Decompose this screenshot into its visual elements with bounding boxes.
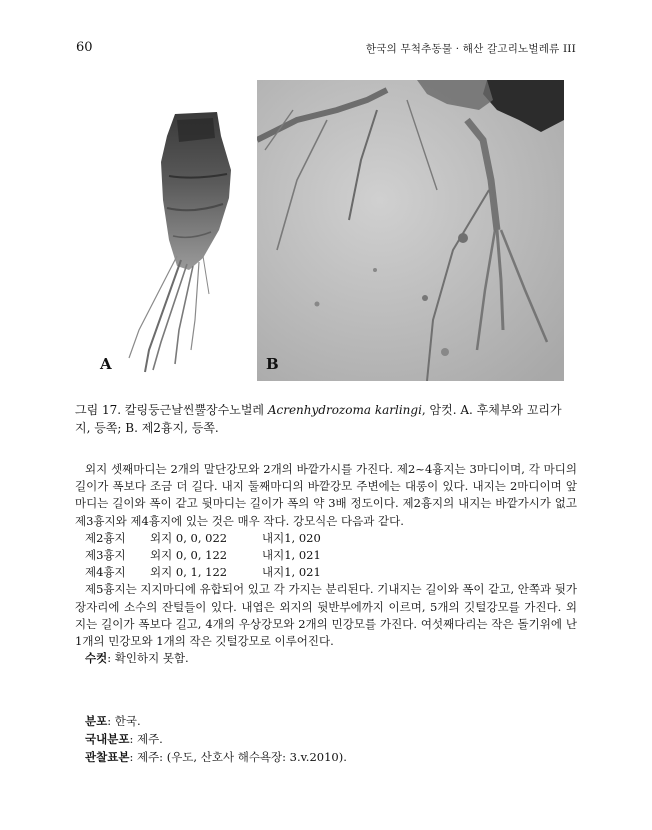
caption-suffix: , 암컷. A. 후체부와 꼬리가지, 등쪽; B. 제2흉지, 등쪽.: [75, 403, 562, 435]
caption-scientific-name: Acrenhydrozoma karlingi: [267, 403, 422, 417]
formula-endopod: 내지1, 021: [262, 548, 321, 563]
male-note: [75, 650, 577, 667]
domestic-text: : 제주.: [129, 732, 163, 746]
domestic-line: [85, 730, 565, 748]
page-header: [76, 40, 576, 58]
male-text: : 확인하지 못함.: [107, 651, 189, 666]
formula-leg: 제3흉지: [85, 548, 126, 563]
specimen-label: 관찰표본: [85, 750, 130, 764]
distribution-section: [85, 712, 565, 766]
thoracopod-micrograph: [257, 80, 564, 381]
panel-a-label: A: [100, 355, 112, 373]
caption-prefix: 그림 17. 칼링둥근날씬뿔장수노벌레: [75, 403, 268, 417]
figure-panel-a: [91, 80, 254, 381]
range-text: : 한국.: [107, 714, 141, 728]
domestic-label: 국내분포: [85, 732, 130, 746]
figure-panel-b: [257, 80, 564, 381]
setal-formula-row: [75, 547, 577, 564]
setal-formula-row: [75, 564, 577, 581]
specimen-text: : 제주: (우도, 산호사 해수욕장: 3.v.2010).: [129, 750, 347, 764]
range-label: 분포: [85, 714, 108, 728]
specimen-line: [85, 748, 565, 766]
range-line: [85, 712, 565, 730]
formula-exopod: 외지 0, 1, 122: [150, 565, 228, 580]
paragraph-1: 외지 셋째마디는 2개의 말단강모와 2개의 바깥가시를 가진다. 제2~4흉지는 3마디이며, 각 마디의 길이가 폭보다 조금 더 길다. 내지 둘째마디의 바깥강모 주변에는 대롱이 있다. 내지는 2마디이며 앞마디는 길이와 폭이 같고 뒷마디는 길이가 폭의 약 3배 정도이다. 제2흉지의 내지는 바깥가시가 없고 제3흉지와 제4흉지에 있는 것은 매우 작다. 강모식은 다음과 같다.: [75, 462, 577, 528]
formula-exopod: 외지 0, 0, 122: [150, 548, 228, 563]
figure-caption: [75, 401, 577, 437]
male-label: 수컷: [85, 651, 108, 666]
running-title: 한국의 무척추동물 · 해산 갈고리노벌레류 III: [365, 43, 576, 55]
page-number: 60: [76, 40, 93, 55]
formula-leg: 제4흉지: [85, 565, 126, 580]
formula-exopod: 외지 0, 0, 022: [150, 530, 228, 545]
figure-17: [91, 80, 564, 381]
panel-b-label: B: [266, 355, 279, 373]
formula-endopod: 내지1, 020: [262, 530, 321, 545]
formula-endopod: 내지1, 021: [262, 565, 321, 580]
copepod-urosome-micrograph: [91, 80, 254, 381]
paragraph-2: 제5흉지는 지지마디에 유합되어 있고 각 가지는 분리된다. 기내지는 길이와 폭이 같고, 안쪽과 뒷가장자리에 소수의 잔털들이 있다. 내엽은 외지의 뒷반부에까지 이르며, 5개의 깃털강모를 가진다. 외지는 길이가 폭보다 길고, 4개의 우상강모와 2개의 민강모를 가진다. 여섯째다리는 작은 돌기위에 난 1개의 민강모와 1개의 작은 깃털강모로 이루어진다.: [75, 582, 577, 649]
setal-formula-row: [75, 530, 577, 547]
formula-leg: 제2흉지: [85, 530, 126, 545]
body-text: [75, 461, 577, 667]
